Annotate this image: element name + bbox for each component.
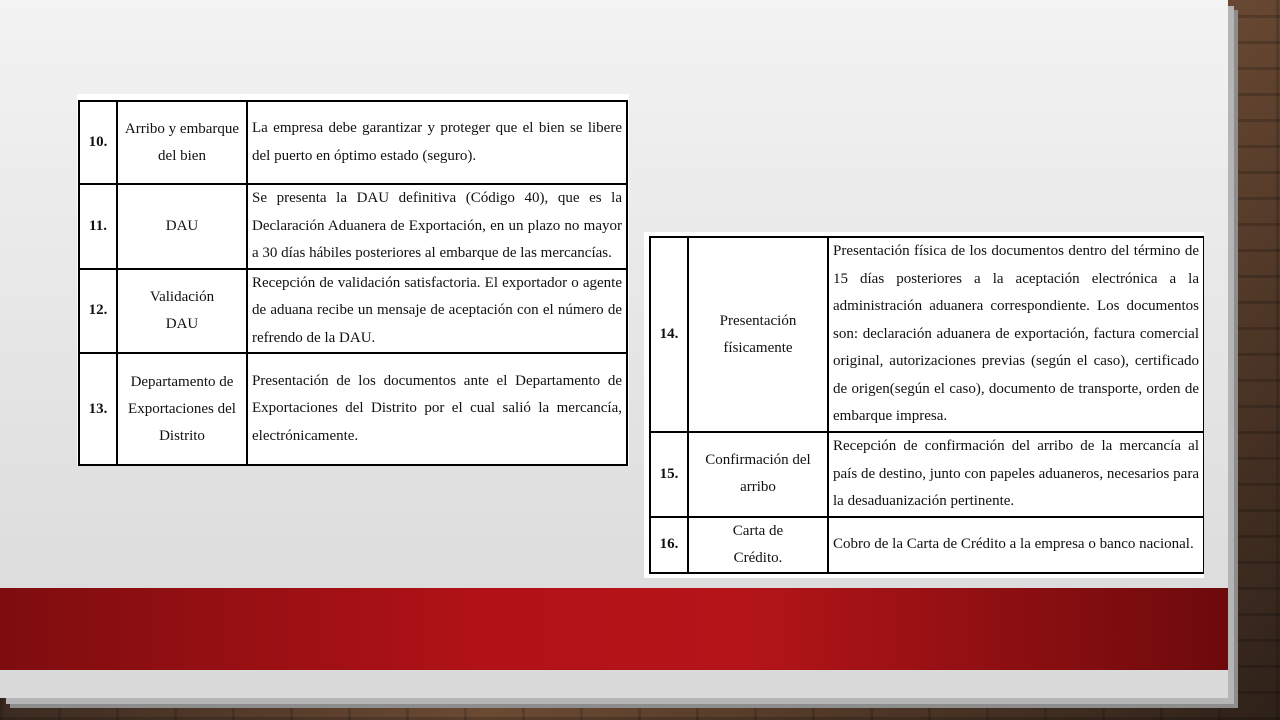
step-name: Validación DAU [117, 269, 247, 354]
step-number: 10. [79, 101, 117, 184]
step-number: 11. [79, 184, 117, 269]
step-name: Confirmación del arribo [688, 432, 828, 517]
table-row [79, 353, 627, 465]
step-name: Presentación físicamente [688, 237, 828, 432]
process-table-left [78, 100, 628, 466]
step-name: DAU [117, 184, 247, 269]
step-name: Carta de Crédito. [688, 517, 828, 573]
step-description: Recepción de confirmación del arribo de la mercancía al país de destino, junto con papeles aduaneros, necesarios para la desaduanización pertinente. [828, 432, 1204, 517]
process-table-image-right [644, 232, 1204, 578]
table-row [79, 184, 627, 269]
table-row-cut-off [79, 465, 627, 466]
process-table-image-left [77, 94, 629, 466]
step-description: Presentación de los documentos ante el Departamento de Exportaciones del Distrito por el cual salió la mercancía, electrónicamente. [247, 353, 627, 465]
step-description: Recepción de validación satisfactoria. El exportador o agente de aduana recibe un mensaje de aceptación con el número de refrendo de la DAU. [247, 269, 627, 354]
step-name: Departamento de Exportaciones del Distrito [117, 353, 247, 465]
table-row [650, 517, 1204, 573]
step-description: Presentación física de los documentos dentro del término de 15 días posteriores a la aceptación electrónica a la administración aduanera correspondiente. Los documentos son: declaración aduanera de exportación, factura comercial original, autorizaciones previas (según el caso), certificado de origen(según el caso), documento de transporte, orden de embarque impresa. [828, 237, 1204, 432]
step-number: 12. [79, 269, 117, 354]
table-row [650, 432, 1204, 517]
step-number: 13. [79, 353, 117, 465]
step-description: Cobro de la Carta de Crédito a la empresa o banco nacional. [828, 517, 1204, 573]
step-number: 16. [650, 517, 688, 573]
process-table-right [649, 236, 1204, 574]
footer-accent-band [0, 588, 1228, 670]
step-description: La empresa debe garantizar y proteger que el bien se libere del puerto en óptimo estado (seguro). [247, 101, 627, 184]
table-row [650, 237, 1204, 432]
table-row [79, 101, 627, 184]
step-number: 14. [650, 237, 688, 432]
table-row [79, 269, 627, 354]
step-name: Arribo y embarque del bien [117, 101, 247, 184]
step-description: Se presenta la DAU definitiva (Código 40), que es la Declaración Aduanera de Exportación, en un plazo no mayor a 30 días hábiles posteriores al embarque de las mercancías. [247, 184, 627, 269]
step-number: 15. [650, 432, 688, 517]
